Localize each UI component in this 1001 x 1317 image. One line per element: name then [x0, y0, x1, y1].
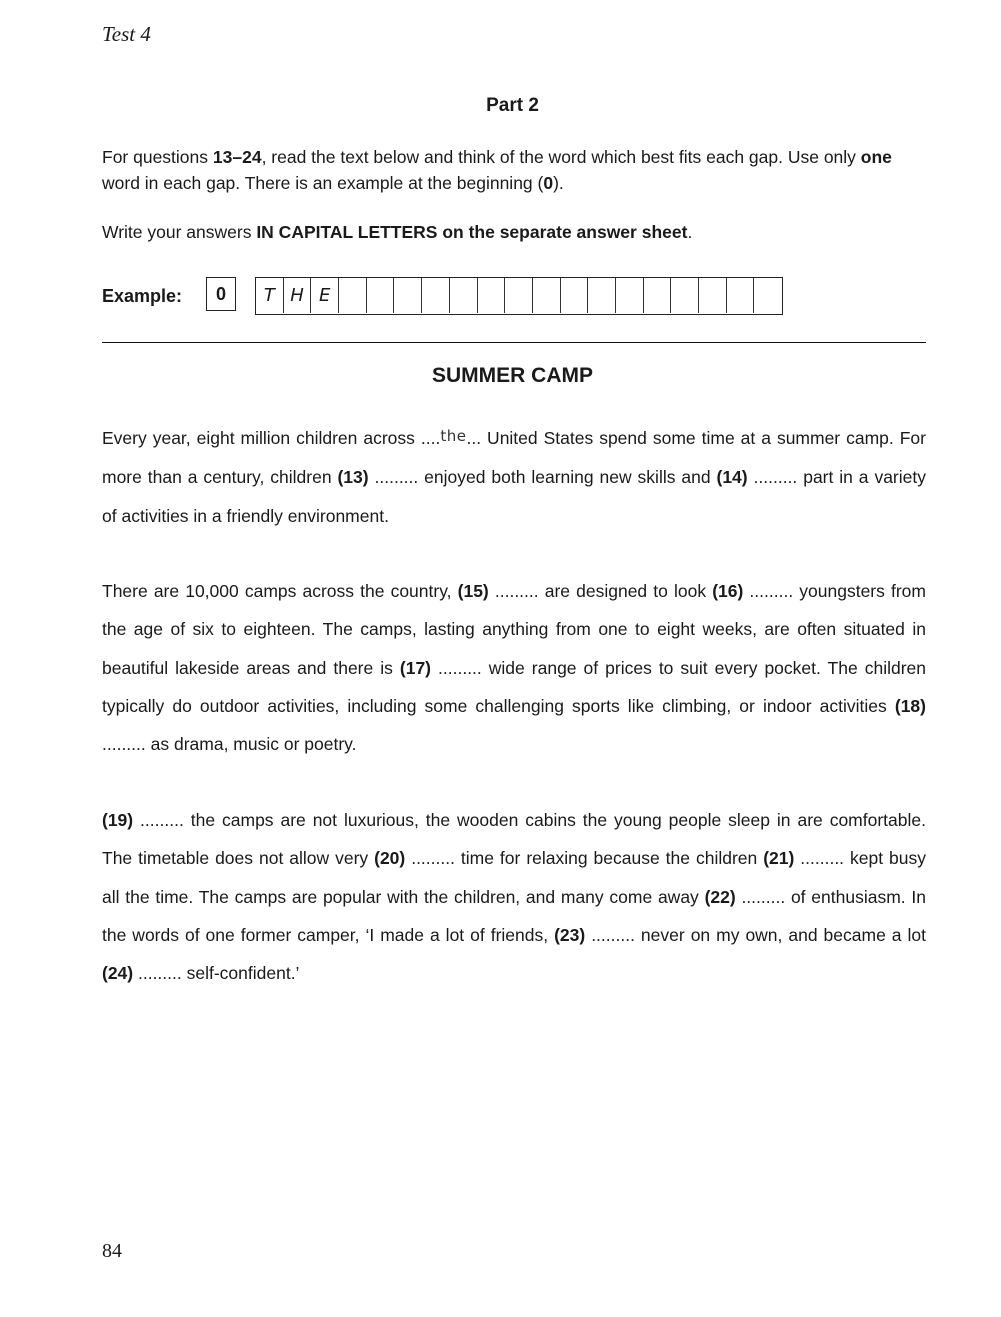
- instr-range: 13–24: [212, 147, 262, 167]
- answer-cell: [671, 278, 699, 313]
- question-24: (24): [102, 963, 134, 984]
- instructions: [102, 144, 932, 196]
- text: United States spend some time at a summer camp. For more than a century, children: [102, 428, 926, 488]
- text: Every year, eight million children across: [102, 428, 421, 448]
- page-number: 84: [102, 1240, 122, 1262]
- answer-cell: H: [284, 278, 312, 313]
- gap-dots: ....: [420, 428, 441, 448]
- question-14: (14): [716, 467, 748, 488]
- question-15: (15): [457, 581, 489, 601]
- instr-text: For questions: [102, 147, 213, 167]
- answer-cell: [754, 278, 782, 313]
- answer-cell: [394, 278, 422, 313]
- instr-text: .: [687, 222, 693, 242]
- handwritten-example: the: [440, 427, 467, 445]
- text: ......... wide range of prices to suit every pocket. The children typically do outdoor activities, including some challenging sports like climbing, or indoor activities: [102, 657, 926, 716]
- answer-cell: [367, 278, 395, 313]
- answer-cell: [422, 278, 450, 313]
- paragraph-1: [102, 419, 926, 535]
- text: ......... enjoyed both learning new skills and: [368, 467, 717, 488]
- answer-instructions: [102, 219, 932, 245]
- question-16: (16): [712, 581, 744, 601]
- text: ......... never on my own, and became a lot: [585, 924, 926, 945]
- question-20: (20): [374, 848, 406, 869]
- part-title: Part 2: [486, 95, 539, 116]
- instr-bold: IN CAPITAL LETTERS on the separate answer sheet: [256, 222, 688, 242]
- text: ......... of enthusiasm. In the words of one former camper, ‘I made a lot of friends,: [102, 886, 926, 945]
- question-19: (19): [102, 810, 134, 830]
- text: ......... youngsters from the age of six to eighteen. The camps, lasting anything from one to eight weeks, are often situated in beautiful lakeside areas and there is: [102, 581, 926, 678]
- answer-cell: [478, 278, 506, 313]
- answer-cell: [588, 278, 616, 313]
- test-label: Test 4: [102, 22, 151, 46]
- answer-cell: [339, 278, 367, 313]
- instr-one: one: [860, 147, 892, 167]
- instr-text: , read the text below and think of the word which best fits each gap. Use only: [261, 147, 861, 167]
- question-18: (18): [894, 695, 926, 716]
- gap-dots: ...: [466, 428, 482, 448]
- text: ......... as drama, music or poetry.: [102, 734, 357, 755]
- text: There are 10,000 camps across the country,: [102, 581, 458, 601]
- divider-rule: [102, 342, 926, 343]
- answer-cell: [699, 278, 727, 313]
- answer-cell: T: [256, 278, 284, 313]
- story-title: SUMMER CAMP: [432, 364, 593, 387]
- example-number-box: 0: [206, 277, 236, 311]
- text: ......... kept busy all the time. The camps are popular with the children, and many come away: [102, 848, 926, 907]
- question-21: (21): [763, 848, 795, 869]
- question-22: (22): [704, 886, 736, 907]
- text: ......... part in a variety of activities in a friendly environment.: [102, 467, 926, 526]
- answer-cell: [644, 278, 672, 313]
- paragraph-2: [102, 572, 926, 763]
- text: ......... are designed to look: [488, 581, 713, 601]
- instr-text: Write your answers: [102, 222, 257, 242]
- answer-cell: [505, 278, 533, 313]
- question-13: (13): [337, 467, 369, 488]
- question-17: (17): [399, 657, 432, 678]
- text: ......... the camps are not luxurious, the wooden cabins the young people sleep in are comfortable. The timetable does not allow very: [102, 810, 926, 869]
- answer-cell: [727, 278, 755, 313]
- answer-cell: [533, 278, 561, 313]
- instr-text: ).: [553, 173, 564, 193]
- answer-cell: [561, 278, 589, 313]
- answer-cell: [616, 278, 644, 313]
- answer-cell: [450, 278, 478, 313]
- instr-zero: 0: [543, 173, 554, 193]
- text: ......... time for relaxing because the children: [405, 848, 764, 869]
- answer-cell: E: [311, 278, 339, 313]
- example-answer-grid: [255, 277, 783, 315]
- paragraph-3: [102, 801, 926, 992]
- instr-text: word in each gap. There is an example at the beginning (: [102, 173, 544, 193]
- question-23: (23): [554, 924, 586, 945]
- example-label: Example:: [102, 286, 183, 306]
- text: ......... self-confident.’: [133, 963, 300, 984]
